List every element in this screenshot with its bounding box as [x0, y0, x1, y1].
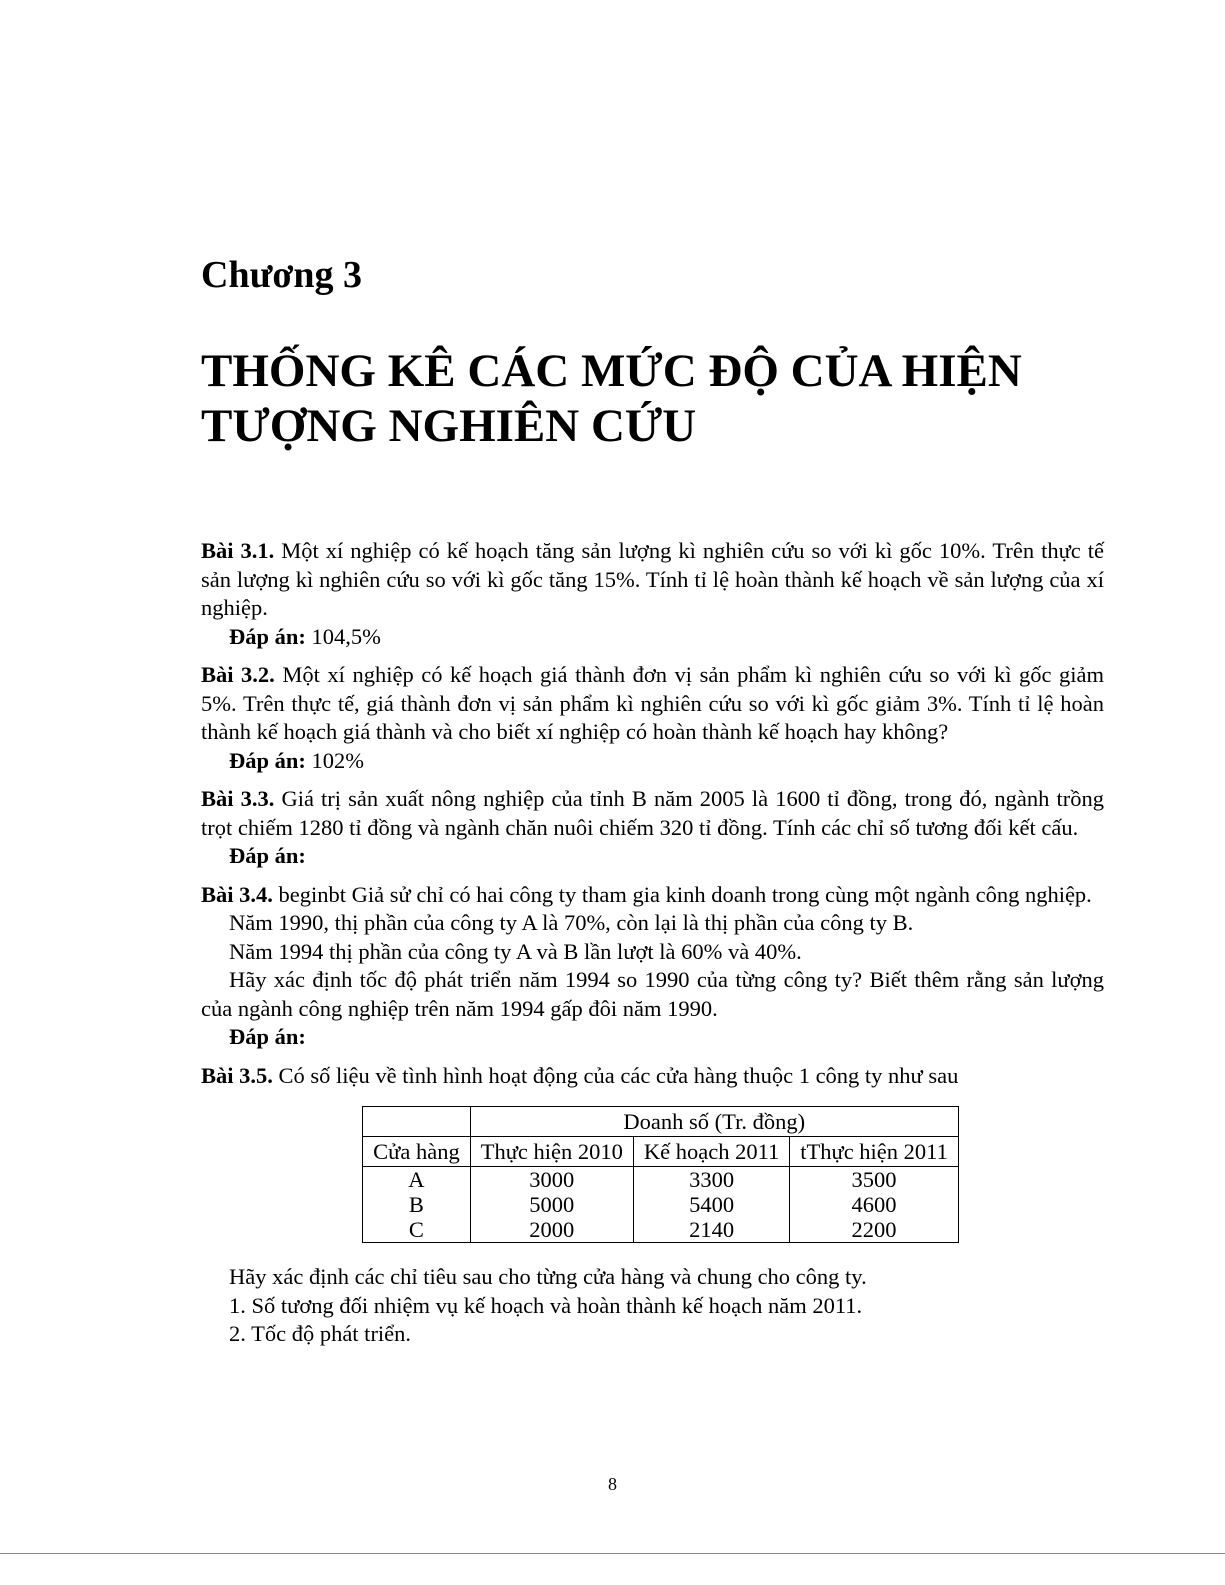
page-number: 8	[608, 1474, 617, 1494]
answer-value: 104,5%	[311, 623, 381, 649]
chapter-title-line-2: TƯỢNG NGHIÊN CỨU	[201, 400, 697, 452]
table-cell: 2140	[633, 1217, 789, 1243]
table-row	[363, 1167, 959, 1193]
exercise-3-5	[201, 1062, 1104, 1349]
exercise-text: Một xí nghiệp có kế hoạch tăng sản lượng kì nghiên cứu so với kì gốc 10%. Trên thực tế sản lượng kì nghiên cứu so với kì gốc tăng 15%. Tính tỉ lệ hoàn thành kế hoạch về sản lượng của xí nghiệp.	[201, 538, 1104, 620]
chapter-title	[201, 344, 1121, 454]
table-row	[363, 1217, 959, 1243]
table-cell: B	[363, 1192, 471, 1217]
answer-value: 102%	[311, 747, 365, 773]
exercise-3-4-line-2: Năm 1994 thị phần của công ty A và B lần lượt là 60% và 40%.	[229, 938, 802, 964]
table-cell: 5000	[470, 1192, 633, 1217]
table-cell: 3000	[470, 1167, 633, 1193]
exercise-3-5-after-3: 2. Tốc độ phát triển.	[229, 1321, 412, 1346]
answer-label: Đáp án:	[229, 623, 306, 649]
exercise-3-4-statement	[201, 881, 1104, 910]
exercise-text: Có số liệu về tình hình hoạt động của các cửa hàng thuộc 1 công ty như sau	[278, 1062, 959, 1088]
table-header-row	[363, 1137, 959, 1167]
answer-label: Đáp án:	[229, 843, 306, 868]
exercise-text: beginbt Giả sử chỉ có hai công ty tham gia kinh doanh trong cùng một ngành công nghiệp.	[278, 881, 1092, 907]
table-cell: 2200	[790, 1217, 959, 1243]
chapter-label: Chương 3	[201, 254, 363, 296]
exercise-3-2	[201, 661, 1104, 775]
exercise-text: Giá trị sản xuất nông nghiệp của tỉnh B năm 2005 là 1600 tỉ đồng, trong đó, ngành trồng trọt chiếm 1280 tỉ đồng và ngành chăn nuôi chiếm 320 tỉ đồng. Tính các chỉ số tương đối kết cấu.	[201, 786, 1104, 840]
table-cell: 4600	[790, 1192, 959, 1217]
exercise-content	[201, 537, 1104, 1359]
exercise-3-4	[201, 881, 1104, 1052]
exercise-3-4-line-1: Năm 1990, thị phần của công ty A là 70%, còn lại là thị phần của công ty B.	[229, 910, 914, 935]
exercise-3-3	[201, 785, 1104, 871]
exercise-3-5-statement	[201, 1062, 1104, 1091]
table-header-cell: Cửa hàng	[363, 1137, 471, 1167]
answer-line	[201, 1023, 1104, 1052]
exercise-label: Bài 3.3.	[201, 786, 275, 811]
exercise-3-1	[201, 537, 1104, 651]
exercise-3-5-after-1: Hãy xác định các chỉ tiêu sau cho từng cửa hàng và chung cho công ty.	[229, 1264, 867, 1289]
exercise-3-1-statement	[201, 537, 1104, 623]
exercise-label: Bài 3.2.	[201, 662, 275, 687]
sales-table	[362, 1106, 959, 1243]
table-header-cell: Thực hiện 2010	[470, 1137, 633, 1167]
table-cell: 3500	[790, 1167, 959, 1193]
answer-line	[201, 747, 1104, 776]
table-header-cell: Kế hoạch 2011	[633, 1137, 789, 1167]
table-cell: 2000	[470, 1217, 633, 1243]
exercise-label: Bài 3.1.	[201, 538, 275, 563]
answer-label: Đáp án:	[229, 1024, 306, 1049]
answer-label: Đáp án:	[229, 747, 306, 773]
table-cell: A	[363, 1167, 471, 1193]
sales-table-wrapper	[201, 1106, 1104, 1243]
table-cell: 5400	[633, 1192, 789, 1217]
exercise-3-2-statement	[201, 661, 1104, 747]
table-row	[363, 1192, 959, 1217]
footer-divider	[0, 1553, 1225, 1554]
exercise-label: Bài 3.5.	[201, 1062, 273, 1088]
table-cell: 3300	[633, 1167, 789, 1193]
answer-line	[201, 842, 1104, 871]
answer-line	[201, 623, 1104, 652]
exercise-3-4-line-3: Hãy xác định tốc độ phát triển năm 1994 so 1990 của từng công ty? Biết thêm rằng sản lượng của ngành công nghiệp trên năm 1994 gấp đôi năm 1990.	[201, 967, 1104, 1021]
exercise-3-5-after-2: 1. Số tương đối nhiệm vụ kế hoạch và hoàn thành kế hoạch năm 2011.	[229, 1292, 863, 1318]
exercise-label: Bài 3.4.	[201, 881, 273, 907]
table-group-header-row	[363, 1107, 959, 1137]
table-group-header: Doanh số (Tr. đồng)	[470, 1107, 958, 1137]
table-header-cell: tThực hiện 2011	[790, 1137, 959, 1167]
table-cell: C	[363, 1217, 471, 1243]
table-empty-corner	[363, 1107, 471, 1137]
exercise-text: Một xí nghiệp có kế hoạch giá thành đơn vị sản phẩm kì nghiên cứu so với kì gốc giảm 5%. Trên thực tế, giá thành đơn vị sản phẩm kì nghiên cứu so với kì gốc giảm 3%. Tính tỉ lệ hoàn thành kế hoạch giá thành và cho biết xí nghiệp có hoàn thành kế hoạch hay không?	[201, 662, 1105, 744]
exercise-3-3-statement	[201, 785, 1104, 842]
chapter-title-line-1: THỐNG KÊ CÁC MỨC ĐỘ CỦA HIỆN	[201, 345, 1022, 397]
